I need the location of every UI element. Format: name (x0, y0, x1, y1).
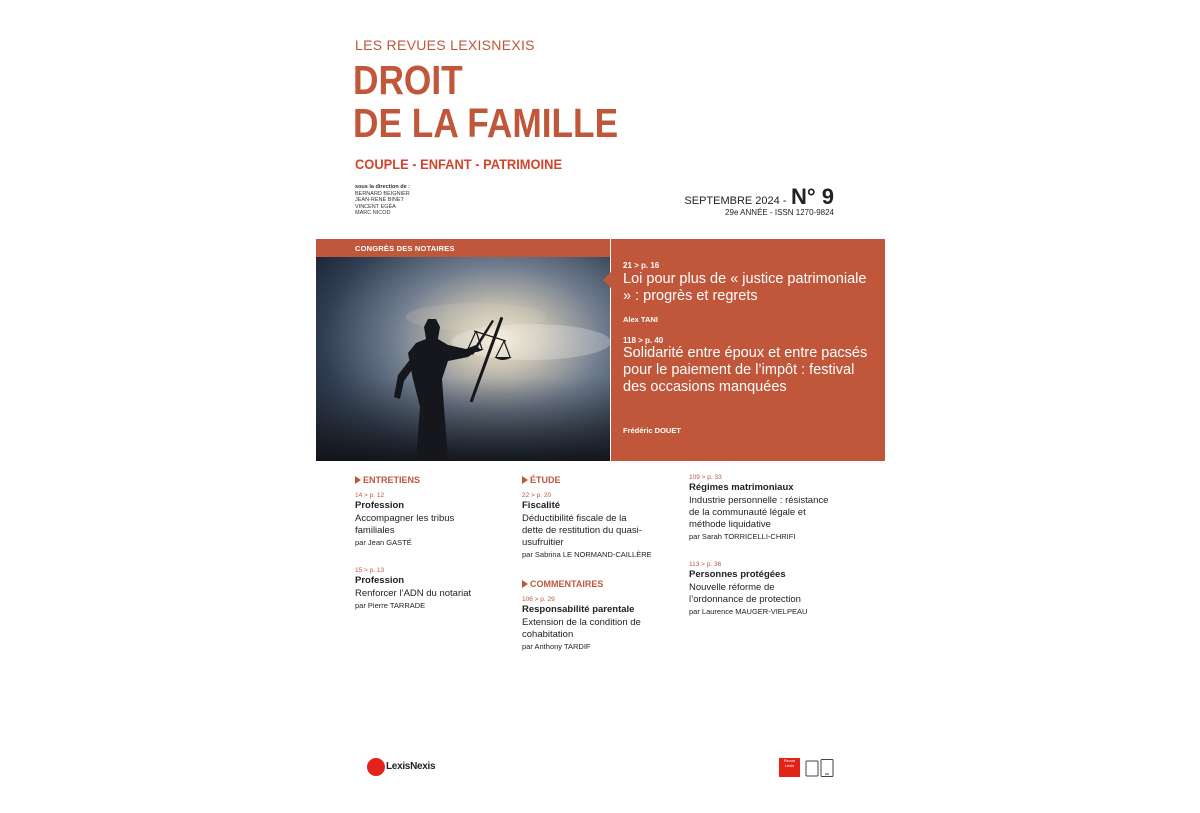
journal-subtitle: COUPLE - ENFANT - PATRIMOINE (355, 156, 563, 172)
article-byline: par Laurence MAUGER-VIELPEAU (689, 607, 808, 616)
article-headline: Déductibilité fiscale de la dette de restitution du quasi-usufruitier (522, 513, 642, 548)
article-headline: Accompagner les tribus familiales (355, 513, 455, 536)
article-item[interactable] (355, 567, 515, 610)
triangle-icon (355, 476, 361, 484)
article-byline: par Jean GASTÉ (355, 538, 412, 547)
direction-label: sous la direction de : (355, 184, 411, 190)
director-name: BERNARD BEIGNIER (355, 190, 410, 197)
article-topic: Fiscalité (522, 500, 561, 511)
article-ref: 14 > p. 12 (355, 492, 385, 499)
article-topic: Profession (355, 575, 405, 586)
triangle-icon (522, 476, 528, 484)
article-headline: Extension de la condition de cohabitation (522, 617, 641, 640)
section-heading-etude: ÉTUDE (522, 475, 561, 485)
article-topic: Régimes matrimoniaux (689, 482, 794, 493)
article-headline: Nouvelle réforme de l’ordonnance de protection (689, 582, 801, 605)
section-heading-entretiens: ENTRETIENS (355, 475, 420, 485)
devices-icon (805, 759, 835, 777)
cover-photo-justice-statue (316, 257, 610, 461)
feature-title[interactable]: Solidarité entre époux et entre pacsés pour le paiement de l’impôt : festival des occasions manquées (623, 345, 868, 395)
feature-ref: 21 > p. 16 (623, 261, 660, 270)
banner-label: CONGRÈS DES NOTAIRES (355, 244, 455, 253)
lexisnexis-logo-text: LexisNexis (386, 761, 436, 772)
article-headline: Industrie personnelle : résistance de la communauté légale et méthode liquidative (689, 495, 829, 530)
editorial-direction (355, 184, 410, 217)
revue-badge: Revue Lexis (779, 758, 800, 777)
article-ref: 113 > p. 36 (689, 561, 722, 568)
article-topic: Responsabilité parentale (522, 604, 635, 615)
director-name: JEAN-RENÉ BINET (355, 197, 404, 203)
article-item[interactable] (355, 492, 515, 547)
feature-pointer (603, 272, 611, 288)
article-item[interactable] (522, 492, 682, 559)
director-name: VINCENT EGÉA (355, 203, 396, 210)
article-topic: Personnes protégées (689, 569, 786, 580)
justice-statue-image (316, 257, 610, 461)
article-ref: 106 > p. 29 (522, 596, 555, 603)
article-topic: Profession (355, 500, 405, 511)
journal-title (353, 59, 618, 145)
article-item[interactable] (689, 474, 849, 541)
triangle-icon (522, 580, 528, 588)
section-heading-commentaires: COMMENTAIRES (522, 579, 603, 589)
director-name: MARC NICOD (355, 210, 391, 216)
article-headline: Renforcer l’ADN du notariat (355, 588, 472, 599)
section-banner (316, 239, 610, 257)
feature-author: Alex TANI (623, 315, 658, 324)
article-byline: par Anthony TARDIF (522, 642, 591, 651)
issue-number: N° 9 (790, 184, 834, 209)
feature-ref: 118 > p. 40 (623, 336, 664, 345)
featured-articles-panel (611, 239, 885, 461)
journal-title-line1: DROIT (353, 57, 463, 103)
issue-date: SEPTEMBRE 2024 - (684, 195, 787, 207)
article-item[interactable] (522, 596, 682, 651)
journal-title-line2: DE LA FAMILLE (353, 100, 619, 146)
article-byline: par Sabrina LE NORMAND-CAILLÈRE (522, 550, 652, 559)
lexisnexis-logo-icon (367, 758, 385, 776)
issue-info (684, 184, 834, 217)
issue-year-issn: 29e ANNÉE - ISSN 1270-9824 (725, 208, 834, 217)
article-item[interactable] (689, 561, 849, 616)
publisher-series: LES REVUES LEXISNEXIS (355, 37, 535, 53)
article-ref: 22 > p. 20 (522, 492, 552, 499)
article-byline: par Pierre TARRADE (355, 601, 426, 610)
article-ref: 109 > p. 33 (689, 474, 722, 481)
feature-title[interactable]: Loi pour plus de « justice patrimoniale » : progrès et regrets (623, 271, 867, 304)
feature-author: Frédéric DOUET (623, 426, 681, 435)
article-byline: par Sarah TORRICELLI-CHRIFI (689, 532, 796, 541)
article-ref: 15 > p. 13 (355, 567, 385, 574)
